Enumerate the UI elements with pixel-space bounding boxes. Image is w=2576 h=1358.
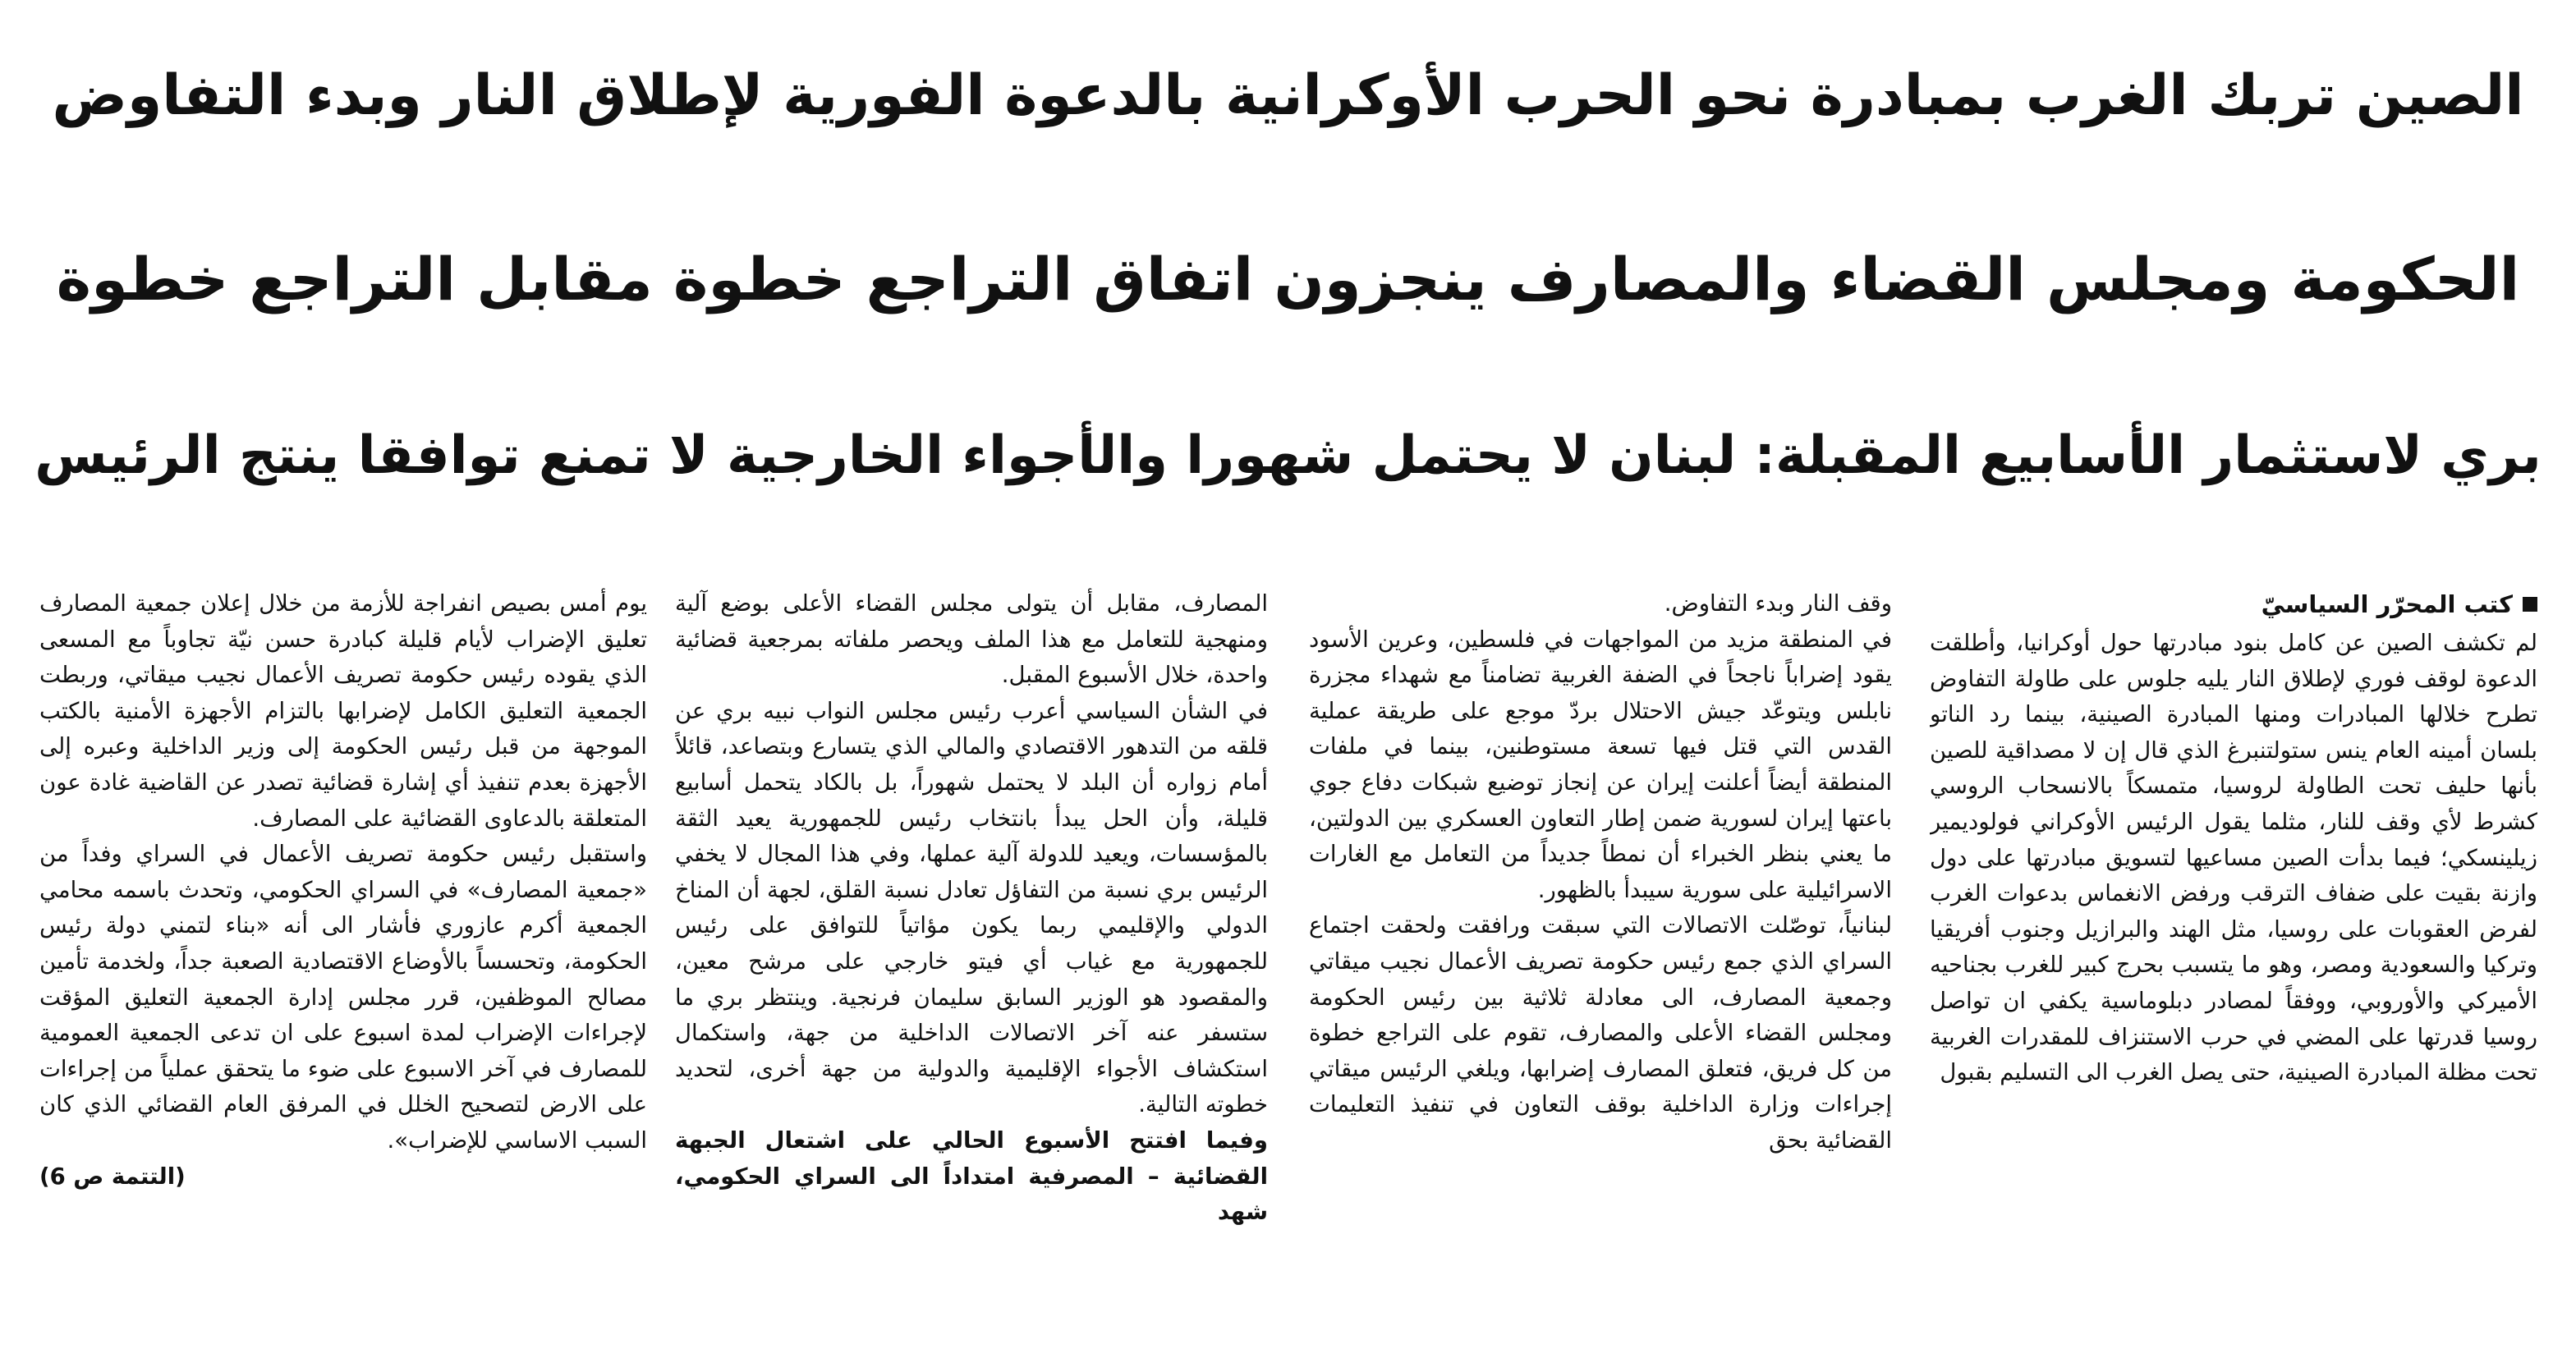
paragraph: يوم أمس بصيص انفراجة للأزمة من خلال إعلان جمعية المصارف تعليق الإضراب لأيام قليلة كبادرة حسن نيّة تجاوباً مع المسعى الذي يقوده رئيس حكومة تصريف الأعمال نجيب ميقاتي، وربطت الجمعية التعليق الكامل لإضرابها بالتزام الأجهزة الأمنية بالكتب الموجهة من قبل رئيس الحكومة إلى وزير الداخلية وعبره إلى الأجهزة بعدم تنفيذ أي إشارة قضائية تصدر عن القاضية غادة عون المتعلقة بالدعاوى القضائية على المصارف.: [39, 590, 647, 832]
article-column-3: [675, 586, 1268, 1333]
continuation-note[interactable]: (التتمة ص 6): [39, 1163, 186, 1190]
headline-top: الصين تربك الغرب بمبادرة نحو الحرب الأوكرانية بالدعوة الفورية لإطلاق النار وبدء التفاوض: [52, 63, 2524, 128]
headline-main-line1: الحكومة ومجلس القضاء والمصارف ينجزون اتفاق التراجع خطوة مقابل التراجع خطوة: [56, 245, 2520, 314]
square-bullet-icon: [2523, 597, 2537, 612]
article-column-2: [1309, 586, 1892, 1333]
headline-main-line2: بري لاستثمار الأسابيع المقبلة: لبنان لا يحتمل شهورا والأجواء الخارجية لا تمنع توافقا ينتج الرئيس: [34, 425, 2542, 486]
paragraph: في المنطقة مزيد من المواجهات في فلسطين، وعرين الأسود يقود إضراباً ناجحاً في الضفة الغربية تضامناً مع شهداء مجزرة نابلس ويتوعّد جيش الاحتلال بردّ موجع على طريقة عملية القدس التي قتل فيها تسعة مستوطنين، بينما في ملفات المنطقة أيضاً أعلنت إيران عن إنجاز توضيع شبكات دفاع جوي باعتها إيران لسورية ضمن إطار التعاون العسكري بين الدولتين، ما يعني بنظر الخبراء أن نمطاً جديداً من التعامل مع الغارات الاسرائيلية على سورية سيبدأ بالظهور.: [1309, 626, 1892, 903]
paragraph: لم تكشف الصين عن كامل بنود مبادرتها حول أوكرانيا، وأطلقت الدعوة لوقف فوري لإطلاق النار يليه جلوس على طاولة التفاوض تطرح خلالها المبادرات ومنها المبادرة الصينية، بينما رد الناتو بلسان أمينه العام ينس ستولتنبرغ الذي قال إن لا مصداقية للصين بأنها حليف تحت الطاولة لروسيا، متمسكاً بالانسحاب الروسي كشرط لأي وقف للنار، مثلما يقول الرئيس الأوكراني فولوديمير زيلينسكي؛ فيما بدأت الصين مساعيها لتسويق مبادرتها على دول وازنة بقيت على ضفاف الترقب ورفض الانغماس بدعوات الغرب لفرض العقوبات على روسيا، مثل الهند والبرازيل وجنوب أفريقيا وتركيا والسعودية ومصر، وهو ما يتسبب بحرج كبير للغرب بجناحيه الأميركي والأوروبي، ووفقاً لمصادر دبلوماسية يكفي ان تواصل روسيا قدرتها على المضي في حرب الاستنزاف للمقدرات الغربية تحت مظلة المبادرة الصينية، حتى يصل الغرب الى التسليم بقبول: [1930, 630, 2537, 1086]
article-column-1: [1930, 586, 2537, 1333]
byline: [1930, 586, 2537, 622]
paragraph: المصارف، مقابل أن يتولى مجلس القضاء الأعلى بوضع آلية ومنهجية للتعامل مع هذا الملف ويحصر ملفاته بمرجعية قضائية واحدة، خلال الأسبوع المقبل.: [675, 590, 1268, 689]
byline-text: كتب المحرّر السياسيّ: [2261, 590, 2513, 618]
article-column-4: [39, 586, 647, 1333]
paragraph: واستقبل رئيس حكومة تصريف الأعمال في السراي وفداً من «جمعية المصارف» في السراي الحكومي، وتحدث باسمه محامي الجمعية أكرم عازوري فأشار الى أنه «بناء لتمني دولة رئيس الحكومة، وتحسساً بالأوضاع الاقتصادية الصعبة جداً، ولخدمة تأمين مصالح الموظفين، قرر مجلس إدارة الجمعية التعليق المؤقت لإجراءات الإضراب لمدة اسبوع على ان تدعى الجمعية العمومية للمصارف في آخر الاسبوع على ضوء ما يتحقق عملياً من إجراءات على الارض لتصحيح الخلل في المرفق العام القضائي الذي كان السبب الاساسي للإضراب».: [39, 841, 647, 1154]
paragraph: وقف النار وبدء التفاوض.: [1664, 590, 1892, 617]
paragraph: في الشأن السياسي أعرب رئيس مجلس النواب نبيه بري عن قلقه من التدهور الاقتصادي والمالي الذي يتسارع وبتصاعد، قائلاً أمام زواره أن البلد لا يحتمل شهوراً، بل بالكاد يتحمل أسابيع قليلة، وأن الحل يبدأ بانتخاب رئيس للجمهورية يعيد الثقة بالمؤسسات، ويعيد للدولة آلية عملها، وفي هذا المجال لا يخفي الرئيس بري نسبة من التفاؤل تعادل نسبة القلق، لجهة أن المناخ الدولي والإقليمي ربما يكون مؤاتياً للتوافق على رئيس للجمهورية مع غياب أي فيتو خارجي على مرشح معين، والمقصود هو الوزير السابق سليمان فرنجية. وينتظر بري ما ستسفر عنه آخر الاتصالات الداخلية من جهة، واستكمال استكشاف الأجواء الإقليمية والدولية من جهة أخرى، لتحديد خطوته التالية.: [675, 697, 1268, 1118]
paragraph-bold: وفيما افتتح الأسبوع الحالي على اشتعال الجبهة القضائية – المصرفية امتداداً الى السراي الحكومي، شهد: [675, 1126, 1268, 1226]
paragraph: لبنانياً، توصّلت الاتصالات التي سبقت ورافقت ولحقت اجتماع السراي الذي جمع رئيس حكومة تصريف الأعمال نجيب ميقاتي وجمعية المصارف، الى معادلة ثلاثية بين رئيس الحكومة ومجلس القضاء الأعلى والمصارف، تقوم على التراجع خطوة من كل فريق، فتعلق المصارف إضرابها، ويلغي الرئيس ميقاتي إجراءات وزارة الداخلية بوقف التعاون في تنفيذ التعليمات القضائية بحق: [1309, 912, 1892, 1154]
